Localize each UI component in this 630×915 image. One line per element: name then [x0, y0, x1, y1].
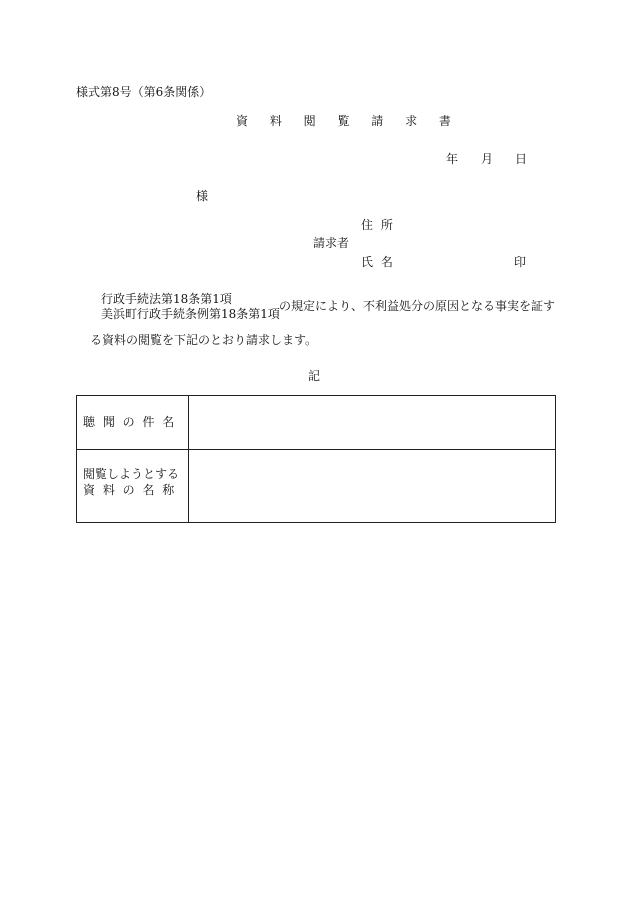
document-title: 資 料 閲 覧 請 求 書: [236, 114, 460, 128]
date-day-label: 日: [515, 152, 528, 166]
body-text-line-2: る資料の閲覧を下記のとおり請求します。: [90, 333, 318, 347]
body-text-line-1: の規定により、不利益処分の原因となる事実を証す: [279, 299, 556, 313]
document-name-label-line-2: 資 料 の 名 称: [83, 483, 177, 497]
seal-mark: 印: [514, 255, 527, 269]
hearing-case-label: 聴 聞 の 件 名: [83, 415, 177, 429]
request-table: [76, 395, 556, 523]
date-month-label: 月: [481, 152, 494, 166]
table-row: [77, 449, 555, 522]
document-name-field[interactable]: [189, 449, 555, 522]
address-label: 住 所: [361, 218, 395, 232]
table-row: [77, 396, 555, 450]
recipient-honorific: 様: [196, 189, 209, 203]
table-label-cell: [77, 396, 189, 449]
name-label: 氏 名: [361, 255, 395, 269]
ki-heading: 記: [308, 369, 321, 383]
table-label-cell: [77, 449, 189, 522]
form-number: 様式第8号（第6条関係）: [76, 85, 212, 99]
date-year-label: 年: [446, 152, 459, 166]
law-reference-1: 行政手続法第18条第1項: [101, 292, 232, 306]
hearing-case-field[interactable]: [189, 396, 555, 449]
law-reference-2: 美浜町行政手続条例第18条第1項: [101, 307, 280, 321]
document-name-label-line-1: 閲覧しようとする: [83, 467, 180, 481]
requester-label: 請求者: [313, 236, 350, 250]
